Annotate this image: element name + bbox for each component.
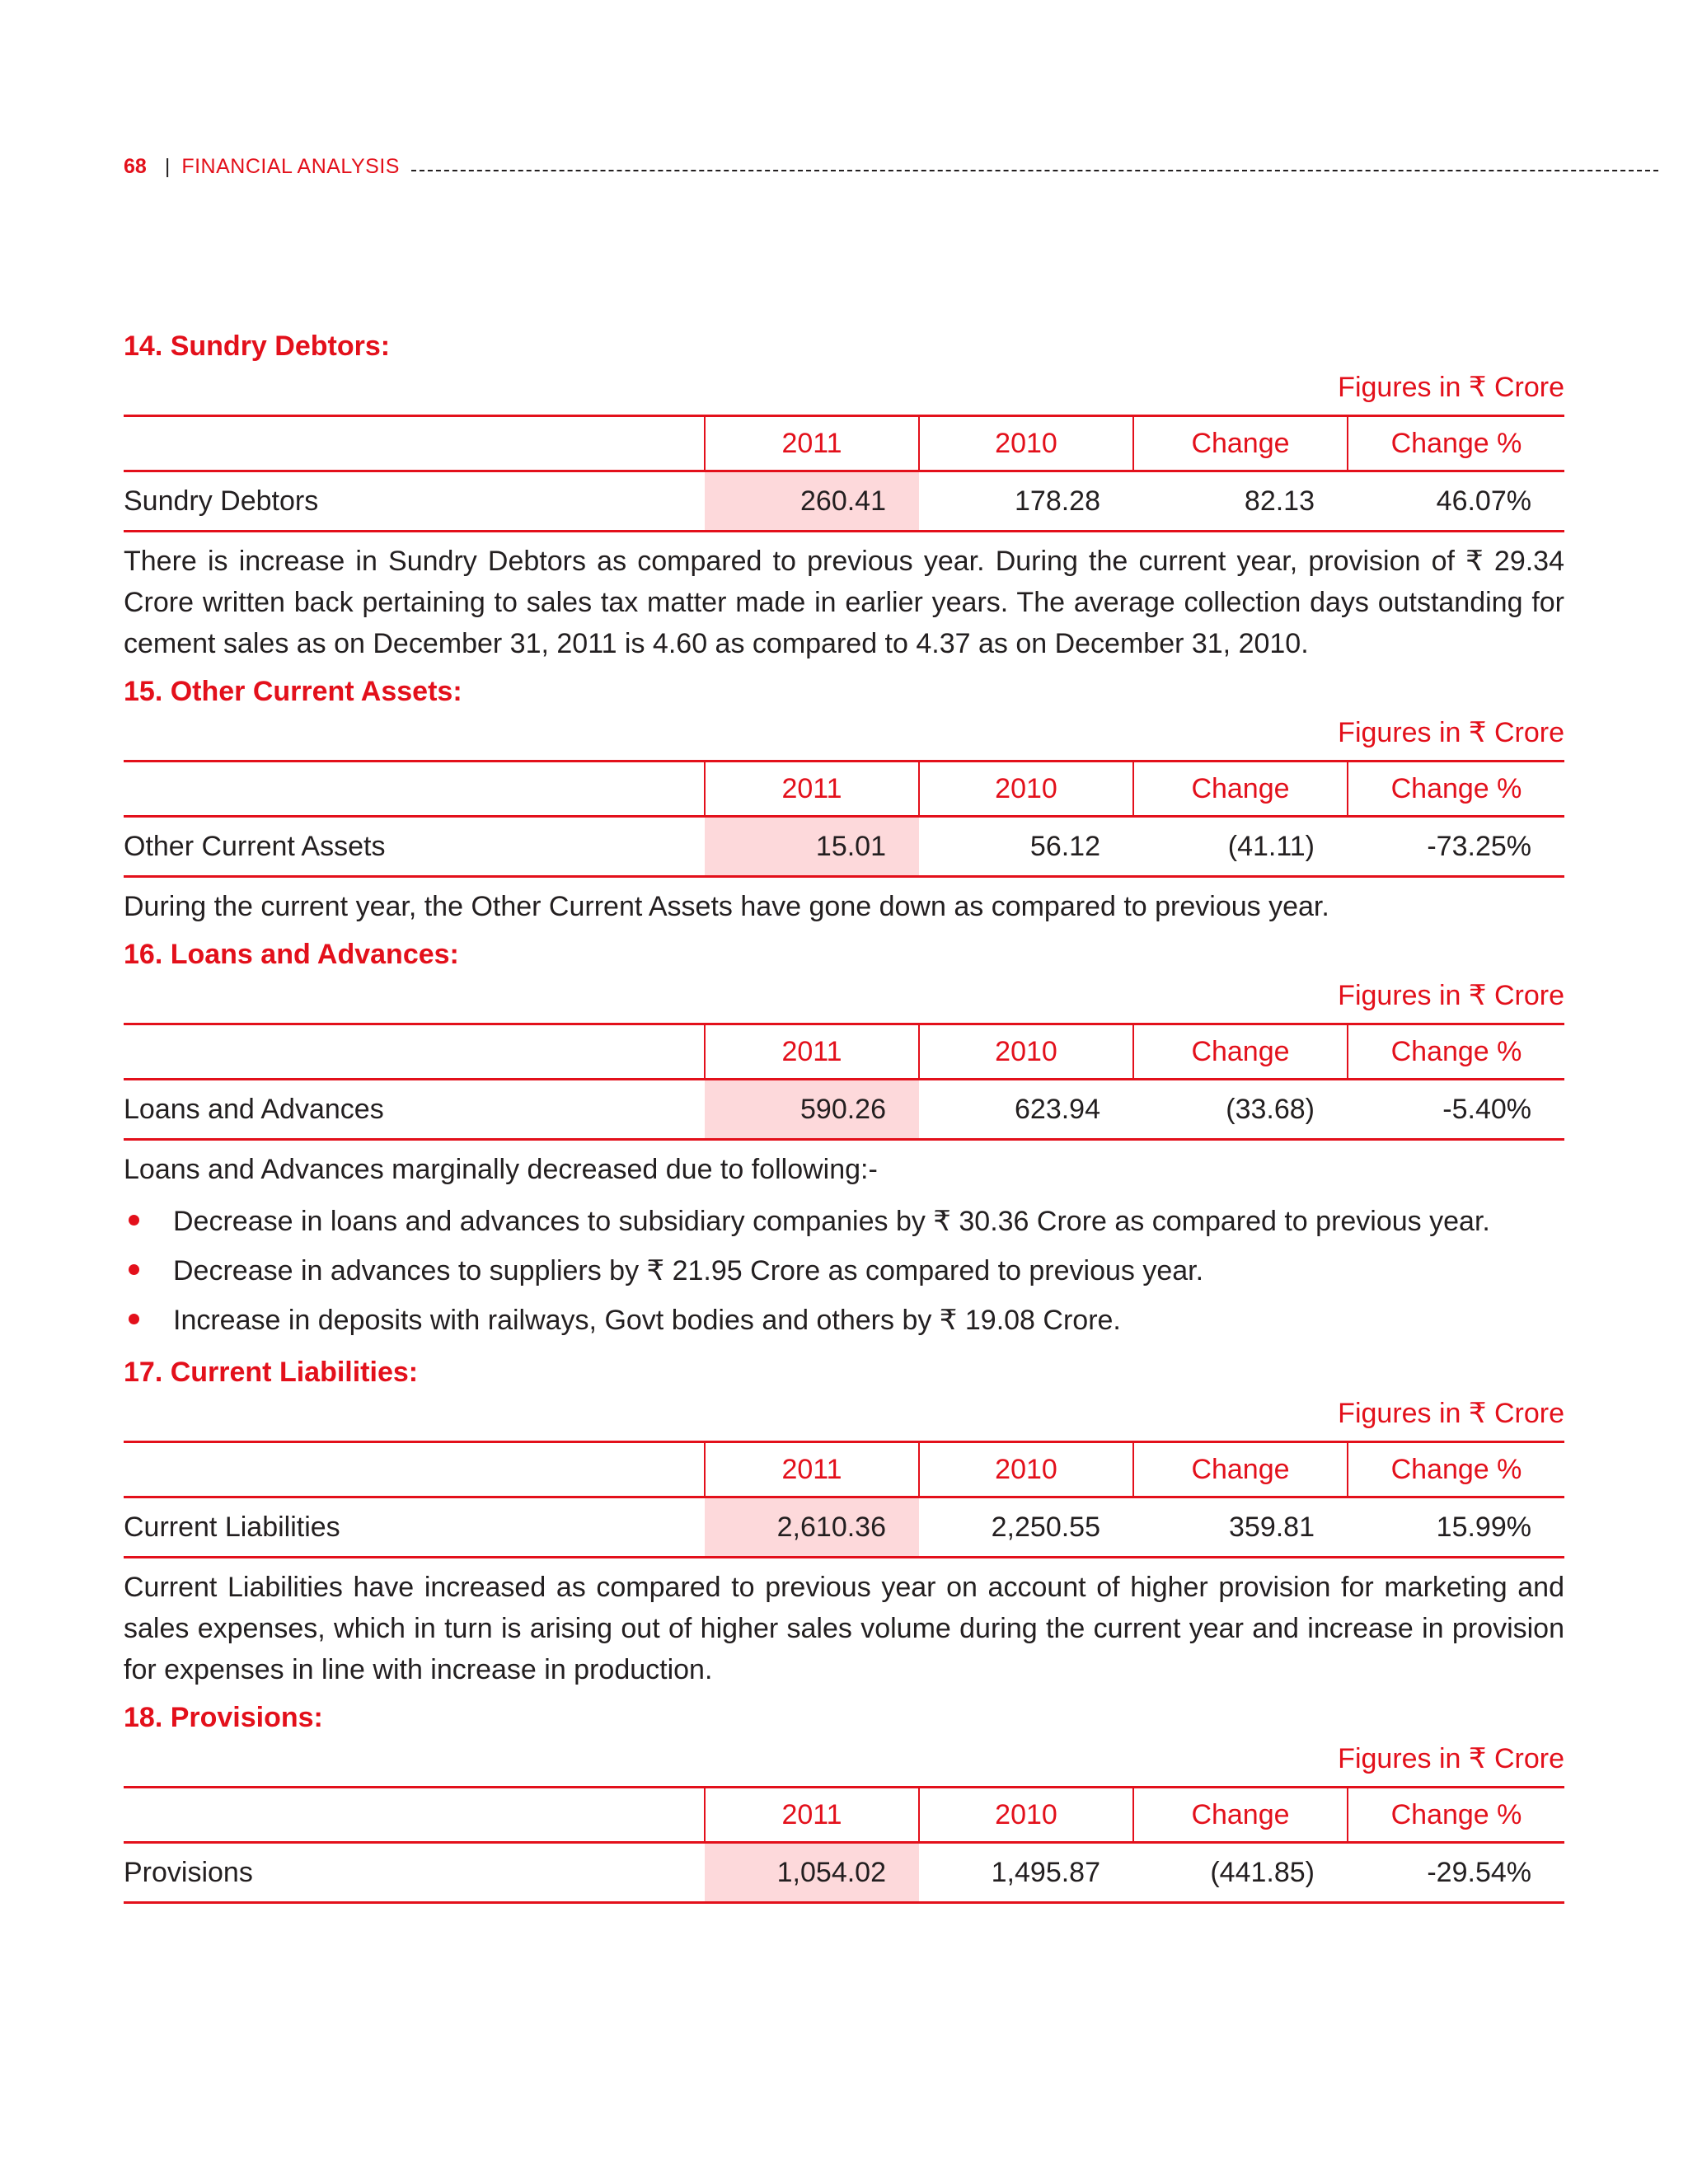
table-row <box>124 817 1564 877</box>
section-provisions <box>124 1697 1564 1904</box>
row-label: Current Liabilities <box>124 1511 340 1543</box>
section-title: 16. Loans and Advances: <box>124 939 459 970</box>
row-label: Provisions <box>124 1856 253 1888</box>
value-2010: 178.28 <box>1015 485 1100 517</box>
table-row <box>124 471 1564 532</box>
bullet-icon <box>129 1215 139 1226</box>
value-2011: 2,610.36 <box>705 1497 919 1558</box>
financial-table <box>124 1023 1564 1141</box>
value-2011: 15.01 <box>705 817 919 877</box>
page-header <box>124 155 1658 179</box>
list-item-text: Increase in deposits with railways, Govt bodies and others by ₹ 19.08 Crore. <box>173 1305 1121 1336</box>
list-item-text: Decrease in loans and advances to subsidiary companies by ₹ 30.36 Crore as compared to previous year. <box>173 1206 1490 1237</box>
header-change: Change <box>1133 1024 1348 1080</box>
header-2011: 2011 <box>705 1788 919 1843</box>
table-row <box>124 1497 1564 1558</box>
header-blank <box>124 416 705 471</box>
figures-note: Figures in ₹ Crore <box>1338 1743 1564 1774</box>
value-2010: 2,250.55 <box>991 1511 1100 1543</box>
header-change: Change <box>1133 416 1348 471</box>
header-2011: 2011 <box>705 762 919 817</box>
section-other-current-assets <box>124 671 1564 927</box>
value-change-pct: 15.99% <box>1436 1511 1531 1543</box>
header-2011: 2011 <box>705 1024 919 1080</box>
value-change: (441.85) <box>1210 1856 1315 1888</box>
value-2011: 1,054.02 <box>705 1843 919 1903</box>
value-change: 359.81 <box>1229 1511 1315 1543</box>
header-2010: 2010 <box>919 416 1133 471</box>
header-2011: 2011 <box>705 1442 919 1497</box>
bullet-icon <box>129 1314 139 1324</box>
figures-note: Figures in ₹ Crore <box>1338 717 1564 748</box>
header-dashed-rule <box>411 170 1658 171</box>
row-label: Loans and Advances <box>124 1093 384 1125</box>
header-change-pct: Change % <box>1348 762 1564 817</box>
financial-table <box>124 415 1564 532</box>
header-title: FINANCIAL ANALYSIS <box>181 155 400 178</box>
section-title: 15. Other Current Assets: <box>124 676 462 707</box>
section-current-liabilities <box>124 1352 1564 1690</box>
value-2011: 590.26 <box>705 1080 919 1140</box>
list-item <box>124 1296 1564 1345</box>
list-item <box>124 1197 1564 1246</box>
value-2010: 623.94 <box>1015 1093 1100 1125</box>
value-change: 82.13 <box>1244 485 1315 517</box>
financial-table <box>124 1441 1564 1558</box>
header-2010: 2010 <box>919 762 1133 817</box>
bullet-list <box>124 1197 1564 1345</box>
financial-table <box>124 1786 1564 1904</box>
value-change: (41.11) <box>1227 830 1315 862</box>
header-change-pct: Change % <box>1348 416 1564 471</box>
table-header-row <box>124 1788 1564 1843</box>
section-paragraph: Current Liabilities have increased as compared to previous year on account of higher provision for marketing and sales expenses, which in turn is arising out of higher sales volume during the current year and increase in provision for expenses in line with increase in production. <box>124 1572 1564 1685</box>
table-header-row <box>124 762 1564 817</box>
bullet-icon <box>129 1264 139 1275</box>
table-header-row <box>124 416 1564 471</box>
header-blank <box>124 1024 705 1080</box>
section-paragraph: Loans and Advances marginally decreased due to following:- <box>124 1154 878 1185</box>
table-header-row <box>124 1442 1564 1497</box>
figures-note: Figures in ₹ Crore <box>1338 372 1564 403</box>
row-label: Sundry Debtors <box>124 485 319 517</box>
table-row <box>124 1080 1564 1140</box>
value-change-pct: -5.40% <box>1442 1093 1531 1125</box>
header-separator: | <box>164 155 171 178</box>
section-loans-and-advances <box>124 934 1564 1345</box>
value-change-pct: -73.25% <box>1427 830 1531 862</box>
table-row <box>124 1843 1564 1903</box>
section-title: 14. Sundry Debtors: <box>124 330 391 362</box>
value-2011: 260.41 <box>705 471 919 532</box>
row-label: Other Current Assets <box>124 830 386 862</box>
header-blank <box>124 1442 705 1497</box>
header-2010: 2010 <box>919 1024 1133 1080</box>
header-2010: 2010 <box>919 1788 1133 1843</box>
header-blank <box>124 1788 705 1843</box>
value-2010: 1,495.87 <box>991 1856 1100 1888</box>
header-change: Change <box>1133 1442 1348 1497</box>
header-2010: 2010 <box>919 1442 1133 1497</box>
section-sundry-debtors <box>124 326 1564 664</box>
list-item-text: Decrease in advances to suppliers by ₹ 21.95 Crore as compared to previous year. <box>173 1255 1204 1286</box>
header-2011: 2011 <box>705 416 919 471</box>
list-item <box>124 1246 1564 1296</box>
header-blank <box>124 762 705 817</box>
value-change-pct: -29.54% <box>1427 1856 1531 1888</box>
value-change-pct: 46.07% <box>1436 485 1531 517</box>
header-change: Change <box>1133 762 1348 817</box>
section-paragraph: There is increase in Sundry Debtors as compared to previous year. During the current year, provision of ₹ 29.34 Crore written back pertaining to sales tax matter made in earlier years. The average collection days outstanding for cement sales as on December 31, 2011 is 4.60 as compared to 4.37 as on December 31, 2010. <box>124 546 1564 659</box>
financial-table <box>124 760 1564 878</box>
value-2010: 56.12 <box>1029 830 1100 862</box>
section-title: 18. Provisions: <box>124 1702 323 1733</box>
header-change: Change <box>1133 1788 1348 1843</box>
figures-note: Figures in ₹ Crore <box>1338 980 1564 1011</box>
header-change-pct: Change % <box>1348 1024 1564 1080</box>
section-paragraph: During the current year, the Other Current Assets have gone down as compared to previous year. <box>124 891 1329 922</box>
table-header-row <box>124 1024 1564 1080</box>
page-number: 68 <box>124 155 147 178</box>
value-change: (33.68) <box>1226 1093 1315 1125</box>
header-change-pct: Change % <box>1348 1442 1564 1497</box>
figures-note: Figures in ₹ Crore <box>1338 1398 1564 1429</box>
header-change-pct: Change % <box>1348 1788 1564 1843</box>
main-content <box>124 326 1564 1904</box>
section-title: 17. Current Liabilities: <box>124 1357 419 1388</box>
